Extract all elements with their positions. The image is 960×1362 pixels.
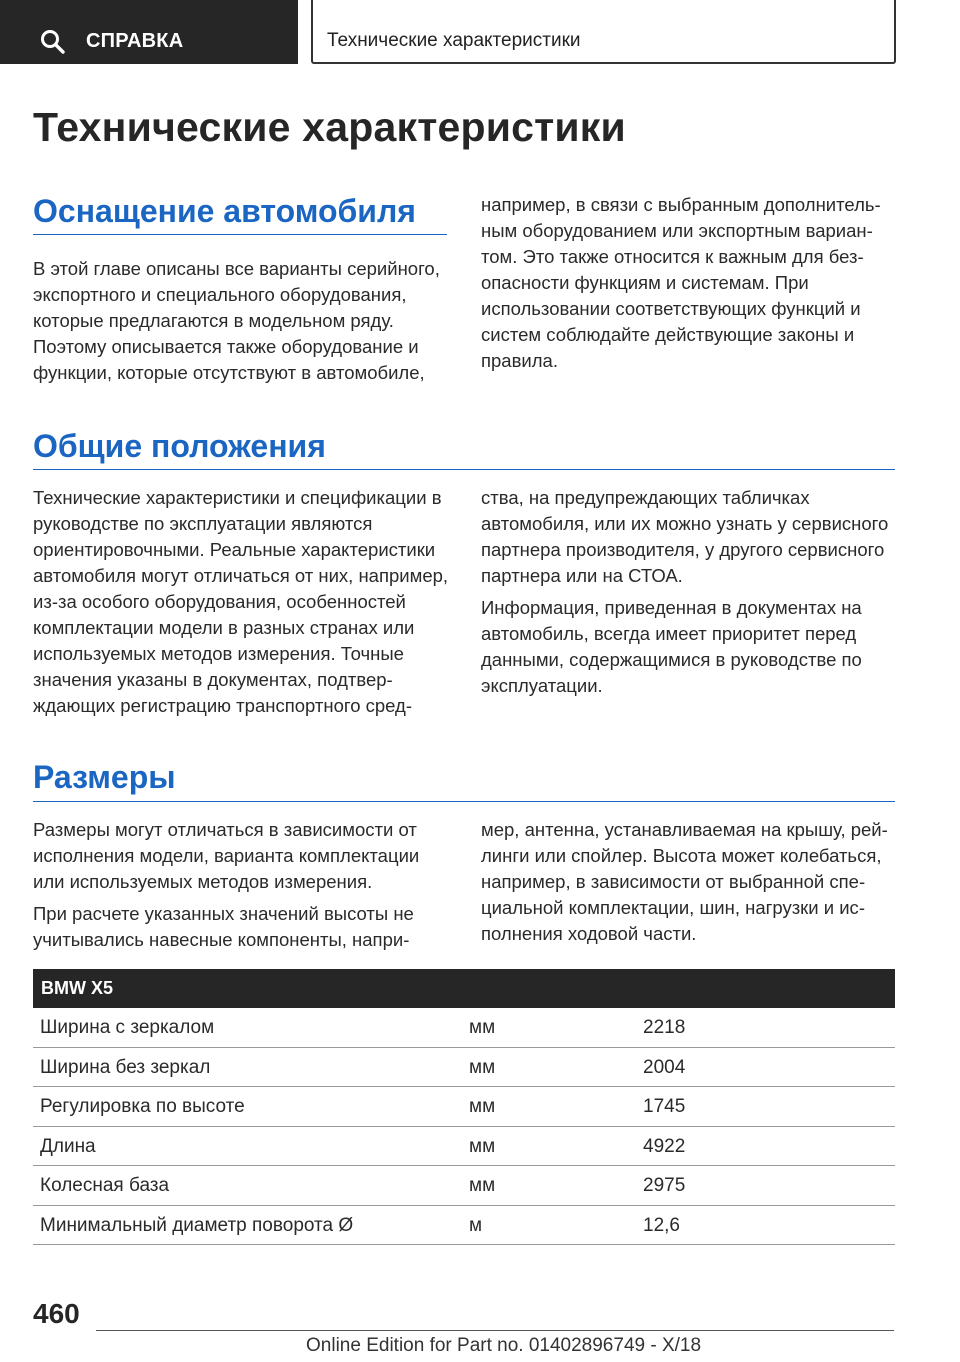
row-label: Ширина с зеркалом xyxy=(40,1017,215,1038)
row-label: Длина xyxy=(40,1135,96,1157)
row-unit: м xyxy=(469,1214,483,1236)
row-unit: мм xyxy=(469,1056,496,1078)
section-rule xyxy=(33,801,895,802)
table-row xyxy=(33,1048,895,1088)
table-row xyxy=(33,1206,895,1246)
paragraph: При расчете указанных значений высоты не учитывались навесные компоненты, напри- xyxy=(33,903,414,950)
equipment-right-column xyxy=(481,192,899,380)
section-title-equipment: Оснащение автомобиля xyxy=(33,193,416,229)
section-label: СПРАВКА xyxy=(86,30,184,52)
general-left-column xyxy=(33,485,451,725)
row-value: 2004 xyxy=(643,1056,686,1078)
paragraph: например, в связи с выбранным дополнительным оборудованием или экспортным вариантом. Это также относится к важным для безопасности функциям и системам. При использовании соответствующих функций и систем соблюдайте действующие законы и правила. xyxy=(481,194,881,371)
section-rule xyxy=(33,469,895,470)
row-unit: мм xyxy=(469,1017,496,1038)
row-value: 4922 xyxy=(643,1135,686,1157)
paragraph: Размеры могут отличаться в зависимости от исполнения модели, варианта комплектации или используемых методов измерения. xyxy=(33,819,420,892)
section-rule xyxy=(33,234,447,235)
paragraph: мер, антенна, устанавливаемая на крышу, рейлинги или спойлер. Высота может колебаться, например, в зависимости от выбранной специальной комплектации, шин, нагрузки и исполнения ходовой части. xyxy=(481,819,888,944)
section-title-dimensions: Размеры xyxy=(33,759,176,795)
row-label: Минимальный диаметр поворота Ø xyxy=(40,1214,354,1236)
dimensions-table xyxy=(33,969,895,1245)
row-label: Регулировка по высоте xyxy=(40,1096,245,1117)
row-label: Ширина без зеркал xyxy=(40,1056,211,1078)
paragraph: В этой главе описаны все варианты серийного, экспортного и специального оборудования, которые предлагаются в модельном ряду. Поэтому описывается также оборудование и функции, которые отсутствуют в автомобиле, xyxy=(33,258,440,383)
dimensions-right-column xyxy=(481,817,899,953)
search-icon xyxy=(40,29,66,55)
row-value: 2218 xyxy=(643,1017,686,1038)
paragraph: ства, на предупреждающих табличках автомобиля, или их можно узнать у сервисного партнера производителя, у другого сервисного партнера или на СТОА. xyxy=(481,487,889,586)
row-unit: мм xyxy=(469,1135,496,1157)
table-row xyxy=(33,1008,895,1048)
edition-text: Online Edition for Part no. 01402896749 - X/18 xyxy=(306,1335,702,1356)
dimensions-left-column xyxy=(33,817,451,959)
paragraph: Информация, приведенная в документах на автомобиль, всегда имеет приоритет перед данными, содержащимися в руководстве по эксплуатации. xyxy=(481,597,862,696)
row-value: 12,6 xyxy=(643,1214,680,1236)
help-section-button[interactable] xyxy=(0,0,298,64)
row-unit: мм xyxy=(469,1096,496,1117)
row-unit: мм xyxy=(469,1175,496,1196)
page-title: Технические характеристики xyxy=(33,104,626,150)
table-row xyxy=(33,1087,895,1127)
page-header xyxy=(0,0,960,66)
footer-rule xyxy=(96,1330,894,1331)
row-value: 2975 xyxy=(643,1175,686,1196)
row-label: Колесная база xyxy=(40,1175,170,1196)
chapter-tab[interactable] xyxy=(311,0,896,64)
chapter-tab-title: Технические характеристики xyxy=(327,30,581,51)
table-row xyxy=(33,1127,895,1167)
general-right-column xyxy=(481,485,899,705)
table-header: BMW X5 xyxy=(33,969,895,1008)
paragraph: Технические характеристики и спецификации в руководстве по эксплуатации являются ориентировочными. Реальные характеристики автомобиля могут отличаться от них, например, из-за особого оборудования, особенностей комплектации модели в разных странах или используемых методов измерения. Точные значения указаны в документах, подтверждающих регистрацию транспортного сред- xyxy=(33,487,449,716)
row-value: 1745 xyxy=(643,1096,686,1117)
page-number: 460 xyxy=(33,1298,80,1329)
equipment-left-column xyxy=(33,256,451,392)
table-row xyxy=(33,1166,895,1206)
section-title-general: Общие положения xyxy=(33,428,326,464)
